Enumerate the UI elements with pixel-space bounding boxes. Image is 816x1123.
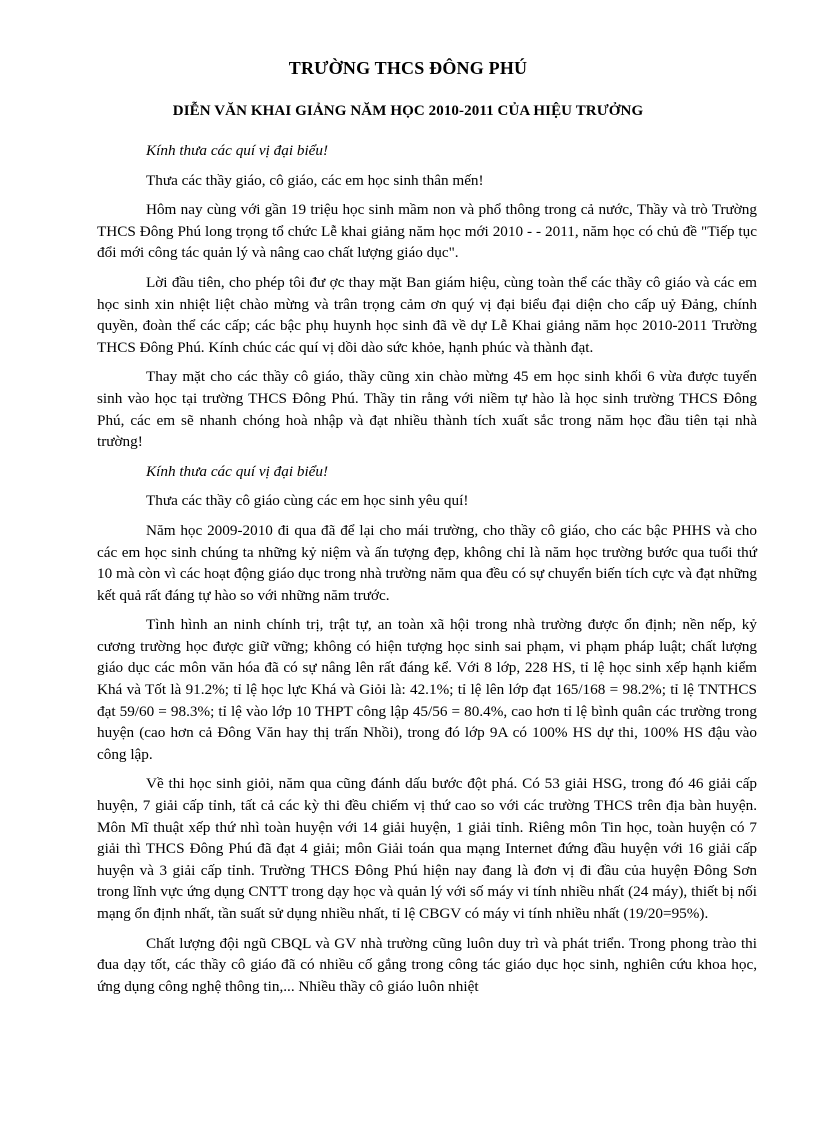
- body-paragraph: Năm học 2009-2010 đi qua đã để lại cho mái trường, cho thầy cô giáo, cho các bậc PHHS và cho các em học sinh chúng ta những kỷ niệm và ấn tượng đẹp, không chỉ là năm học trường bước qua tuổi thứ 10 mà còn vì các hoạt động giáo dục trong nhà trường năm qua đều có sự chuyển biến tích cực và đạt những kết quả rất đáng tự hào so với những năm trước.: [97, 521, 757, 604]
- body-paragraph: Tình hình an ninh chính trị, trật tự, an toàn xã hội trong nhà trường được ổn định; nền nếp, kỷ cương trường học được giữ vững; không có hiện tượng học sinh sai phạm, vi phạm pháp luật; chất lượng giáo dục các môn văn hóa đã có sự nâng lên rất đáng kể. Với 8 lớp, 228 HS, tỉ lệ học sinh xếp hạnh kiểm Khá và Tốt là 91.2%; tỉ lệ học lực Khá và Giỏi là: 42.1%; tỉ lệ lên lớp đạt 165/168 = 98.2%; tỉ lệ TNTHCS đạt 59/60 = 98.3%; tỉ lệ vào lớp 10 THPT công lập 45/56 = 80.4%, cao hơn tỉ lệ bình quân các trường trong huyện (cao hơn cả Đông Văn hay thị trấn Nhồi), trong đó lớp 9A có 100% HS dự thi, 100% HS đậu vào công lập.: [97, 616, 757, 763]
- greeting-line: Thưa các thầy giáo, cô giáo, các em học sinh thân mến!: [146, 171, 484, 189]
- body-paragraph: Thay mặt cho các thầy cô giáo, thầy cũng xin chào mừng 45 em học sinh khối 6 vừa được tuyển sinh vào học tại trường THCS Đông Phú. Thầy tin rằng với niềm tự hào là học sinh trường THCS Đông Phú, các em sẽ nhanh chóng hoà nhập và đạt nhiều thành tích xuất sắc trong năm học đầu tiên tại nhà trường!: [97, 368, 757, 451]
- body-paragraph: Lời đầu tiên, cho phép tôi đư ợc thay mặt Ban giám hiệu, cùng toàn thể các thầy cô giáo và các em học sinh xin nhiệt liệt chào mừng và trân trọng cảm ơn quý vị đại biểu đại diện cho cấp uỷ Đảng, chính quyền, đoàn thể các cấp; các bậc phụ huynh học sinh đã về dự Lễ Khai giảng năm học 2010-2011 Trường THCS Đông Phú. Kính chúc các quí vị dồi dào sức khỏe, hạnh phúc và thành đạt.: [97, 273, 757, 356]
- body-paragraph: Hôm nay cùng với gần 19 triệu học sinh mầm non và phổ thông trong cả nước, Thầy và trò Trường THCS Đông Phú long trọng tổ chức Lễ khai giảng năm học mới 2010 - - 2011, năm học có chủ đề "Tiếp tục đổi mới công tác quản lý và nâng cao chất lượng giáo dục".: [97, 201, 757, 262]
- greeting-line: Kính thưa các quí vị đại biểu!: [146, 462, 329, 480]
- speech-title: DIỄN VĂN KHAI GIẢNG NĂM HỌC 2010-2011 CỦA HIỆU TRƯỞNG: [172, 103, 644, 119]
- school-title: TRƯỜNG THCS ĐÔNG PHÚ: [288, 58, 528, 78]
- greeting-line: Thưa các thầy cô giáo cùng các em học sinh yêu quí!: [146, 492, 469, 510]
- body-paragraph: Chất lượng đội ngũ CBQL và GV nhà trường cũng luôn duy trì và phát triển. Trong phong trào thi đua dạy tốt, các thầy cô giáo đã có nhiều cố gắng trong công tác giáo dục học sinh, nghiên cứu khoa học, ứng dụng công nghệ thông tin,... Nhiều thầy cô giáo luôn nhiệt: [97, 934, 757, 995]
- speech-body: [97, 140, 757, 1005]
- greeting-line: Kính thưa các quí vị đại biểu!: [146, 142, 329, 159]
- body-paragraph: Về thi học sinh giỏi, năm qua cũng đánh dấu bước đột phá. Có 53 giải HSG, trong đó 46 giải cấp huyện, 7 giải cấp tỉnh, tất cả các kỳ thi đều chiếm vị thứ cao so với các trường THCS trên địa bàn huyện. Môn Mĩ thuật xếp thứ nhì toàn huyện với 14 giải huyện, 1 giải tỉnh. Riêng môn Tin học, toàn huyện có 7 giải thì THCS Đông Phú đã đạt 4 giải; môn Giải toán qua mạng Internet đứng đầu huyện với 16 giải cấp huyện và 3 giải cấp tỉnh. Trường THCS Đông Phú hiện nay đang là đơn vị đi đầu của huyện Đông Sơn trong lĩnh vực ứng dụng CNTT trong dạy học và quản lý với số máy vi tính nhiều nhất (24 máy), thiết bị nối mạng ổn định nhất, tần suất sử dụng nhiều nhất, tỉ lệ CBGV có máy vi tính nhiều nhất (19/20=95%).: [97, 775, 757, 922]
